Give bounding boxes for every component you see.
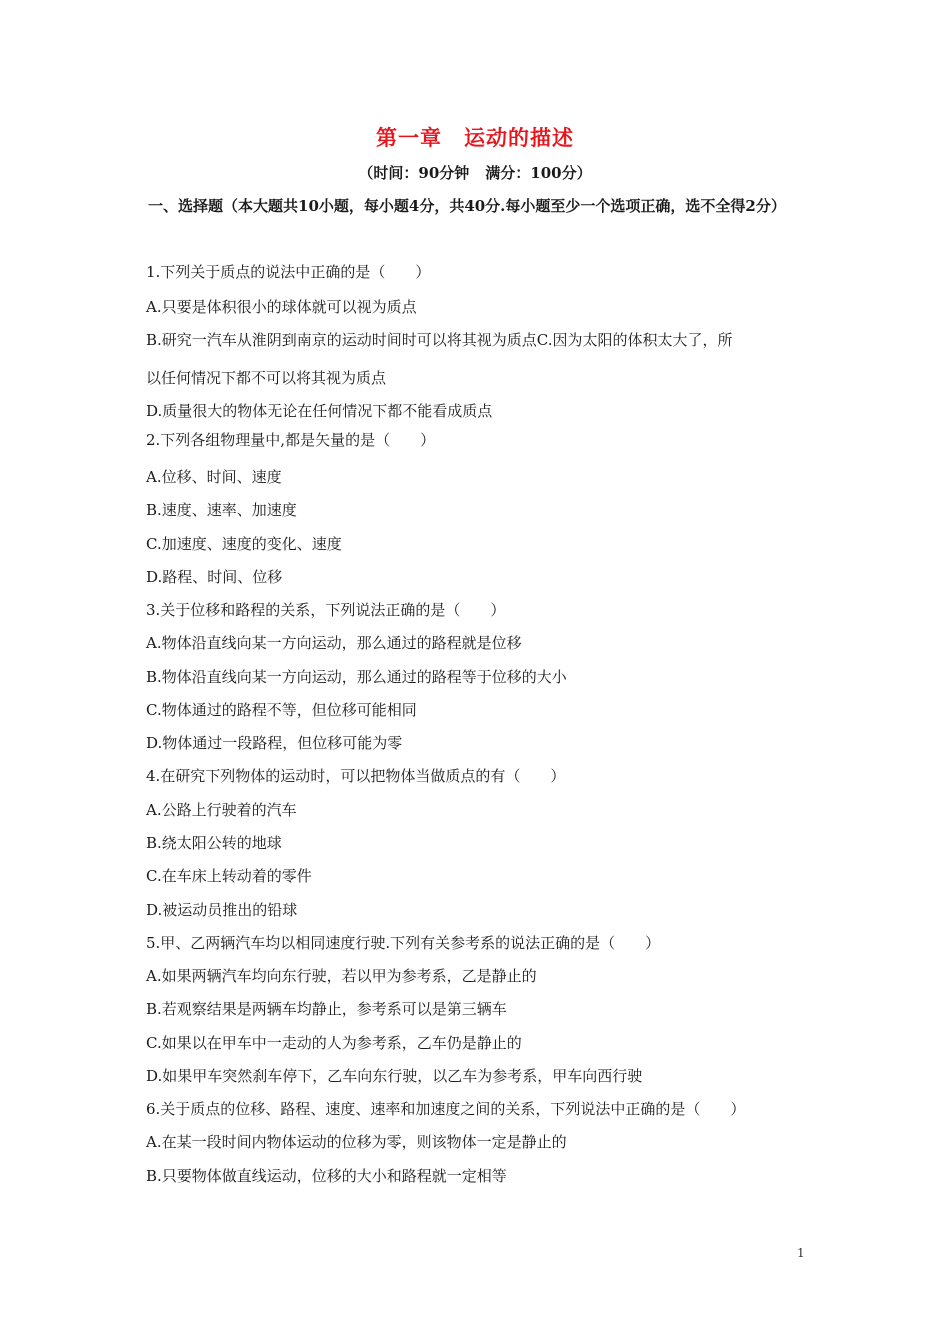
- question-1-option-a: A.只要是体积很小的球体就可以视为质点: [146, 298, 417, 316]
- question-3-option-c: C.物体通过的路程不等，但位移可能相同: [146, 701, 417, 719]
- question-2-option-b: B.速度、速率、加速度: [146, 501, 297, 519]
- question-2: 2.下列各组物理量中,都是矢量的是（ ）: [146, 431, 436, 449]
- question-5-option-b: B.若观察结果是两辆车均静止，参考系可以是第三辆车: [146, 1000, 507, 1018]
- question-3-option-a: A.物体沿直线向某一方向运动，那么通过的路程就是位移: [146, 634, 522, 652]
- question-1-option-d: D.质量很大的物体无论在任何情况下都不能看成质点: [146, 402, 493, 420]
- question-2-option-c: C.加速度、速度的变化、速度: [146, 535, 342, 553]
- question-4: 4.在研究下列物体的运动时，可以把物体当做质点的有（ ）: [146, 767, 566, 785]
- question-2-option-d: D.路程、时间、位移: [146, 568, 283, 586]
- exam-time: （时间：90分钟: [358, 164, 470, 182]
- chapter-title: [0, 122, 950, 152]
- question-4-option-b: B.绕太阳公转的地球: [146, 834, 282, 852]
- question-4-option-d: D.被运动员推出的铅球: [146, 901, 298, 919]
- chapter-name: 运动的描述: [464, 125, 574, 150]
- question-3: 3.关于位移和路程的关系，下列说法正确的是（ ）: [146, 601, 506, 619]
- question-1-option-c-cont: 以任何情况下都不可以将其视为质点: [146, 369, 387, 387]
- chapter-number: 第一章: [376, 125, 442, 150]
- question-3-option-b: B.物体沿直线向某一方向运动，那么通过的路程等于位移的大小: [146, 668, 567, 686]
- section-heading: 一、选择题（本大题共10小题，每小题4分，共40分.每小题至少一个选项正确，选不全得2分）: [148, 197, 786, 215]
- question-5-option-d: D.如果甲车突然刹车停下，乙车向东行驶，以乙车为参考系，甲车向西行驶: [146, 1067, 643, 1085]
- question-1: 1.下列关于质点的说法中正确的是（ ）: [146, 263, 431, 281]
- page-number: 1: [797, 1246, 805, 1260]
- question-6-option-b: B.只要物体做直线运动，位移的大小和路程就一定相等: [146, 1167, 507, 1185]
- question-4-option-a: A.公路上行驶着的汽车: [146, 801, 297, 819]
- question-6: 6.关于质点的位移、路程、速度、速率和加速度之间的关系，下列说法中正确的是（ ）: [146, 1100, 746, 1118]
- question-1-option-b: B.研究一汽车从淮阴到南京的运动时间时可以将其视为质点C.因为太阳的体积太大了，所: [146, 331, 733, 349]
- question-3-option-d: D.物体通过一段路程，但位移可能为零: [146, 734, 403, 752]
- question-4-option-c: C.在车床上转动着的零件: [146, 867, 312, 885]
- question-5-option-a: A.如果两辆汽车均向东行驶，若以甲为参考系，乙是静止的: [146, 967, 537, 985]
- question-2-option-a: A.位移、时间、速度: [146, 468, 282, 486]
- exam-score: 满分：100分）: [485, 164, 592, 182]
- exam-info: [0, 162, 950, 183]
- question-5-option-c: C.如果以在甲车中一走动的人为参考系，乙车仍是静止的: [146, 1034, 522, 1052]
- question-6-option-a: A.在某一段时间内物体运动的位移为零，则该物体一定是静止的: [146, 1133, 567, 1151]
- question-5: 5.甲、乙两辆汽车均以相同速度行驶.下列有关参考系的说法正确的是（ ）: [146, 934, 661, 952]
